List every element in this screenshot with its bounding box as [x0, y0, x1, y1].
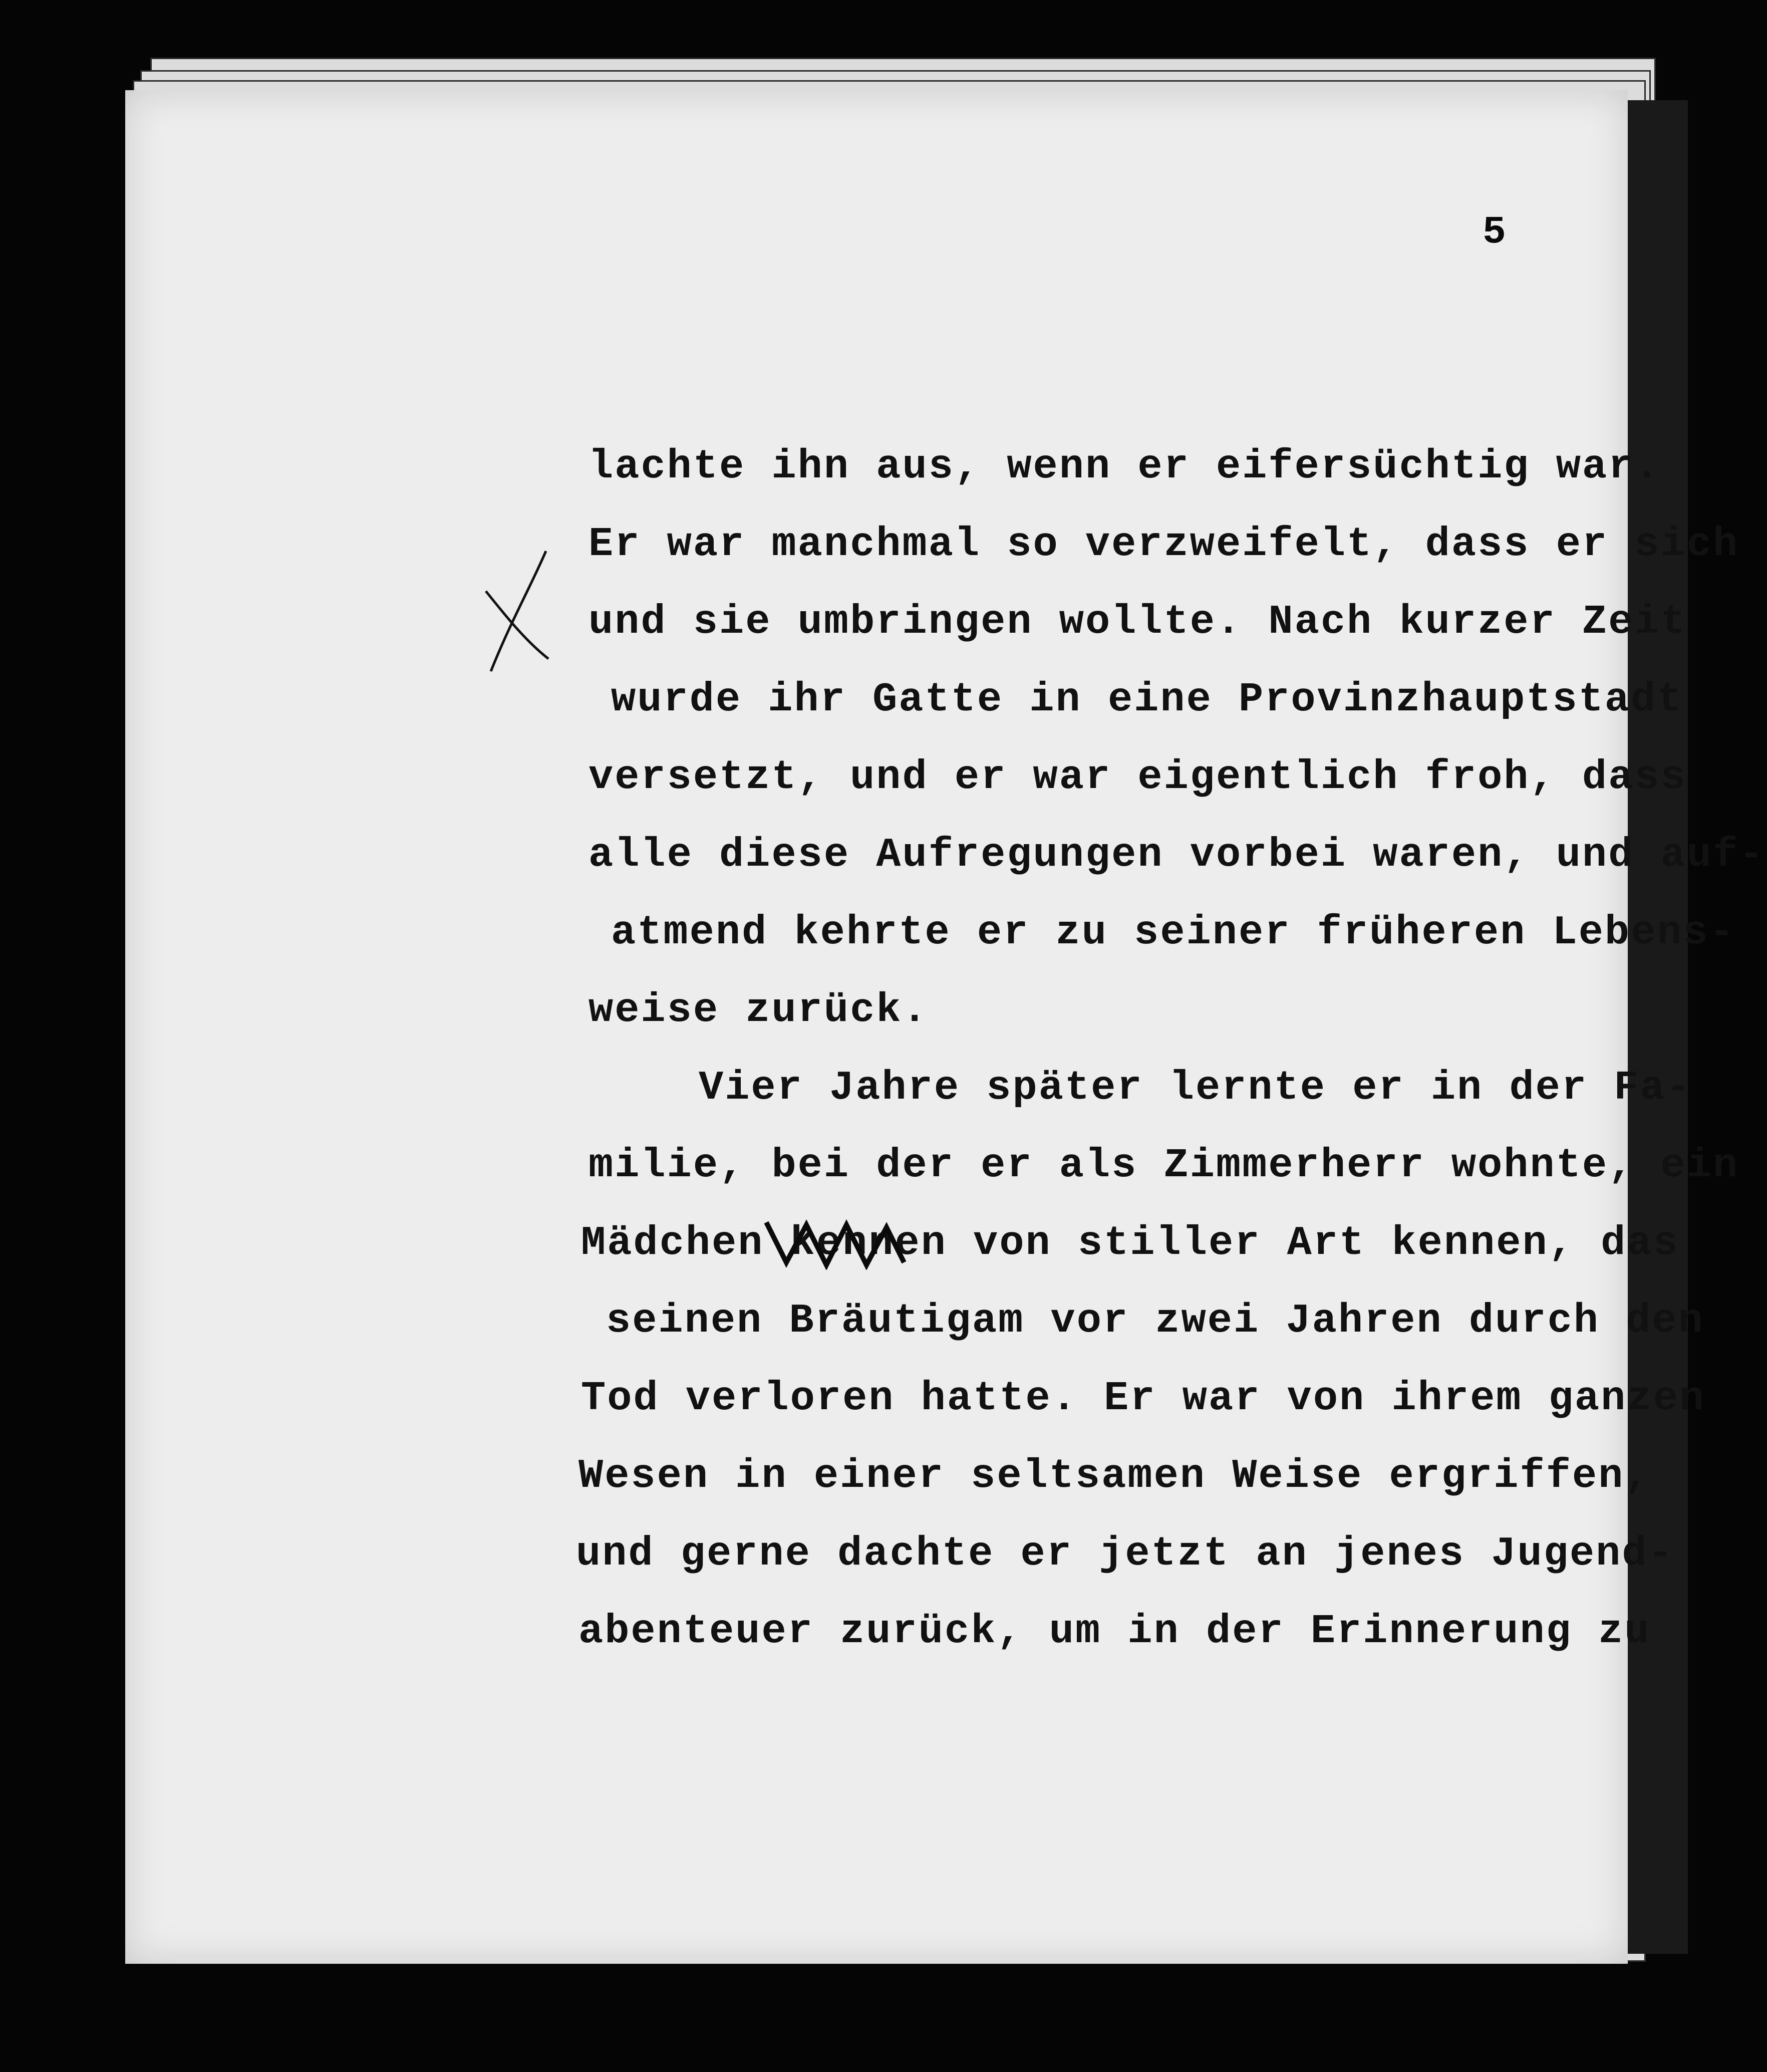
body-line: und sie umbringen wollte. Nach kurzer Zeit [588, 599, 1687, 645]
body-line: wurde ihr Gatte in eine Provinzhauptstadt [611, 676, 1683, 723]
body-line: seinen Bräutigam vor zwei Jahren durch den [606, 1298, 1704, 1344]
body-line: abenteuer zurück, um in der Erinnerung zu [578, 1608, 1651, 1655]
right-edge-shadow [1628, 100, 1688, 1954]
body-line: Tod verloren hatte. Er war von ihrem ganzen [581, 1375, 1705, 1422]
cross-mark-icon [481, 546, 551, 676]
body-line: lachte ihn aus, wenn er eifersüchtig war. [588, 443, 1661, 490]
body-line: und gerne dachte er jetzt an jenes Jugend- [576, 1530, 1674, 1577]
body-line: Er war manchmal so verzweifelt, dass er sich [588, 521, 1739, 568]
body-line: Vier Jahre später lernte er in der Fa- [699, 1065, 1692, 1111]
body-line: milie, bei der er als Zimmerherr wohnte, ein [588, 1142, 1739, 1189]
strikeout-scribble-icon [764, 1215, 909, 1270]
body-line: atmend kehrte er zu seiner früheren Lebens- [611, 909, 1735, 956]
page-number: 5 [1483, 210, 1506, 254]
body-line: versetzt, und er war eigentlich froh, dass [588, 754, 1687, 801]
body-line: Wesen in einer seltsamen Weise ergriffen, [578, 1453, 1651, 1499]
body-line: alle diese Aufregungen vorbei waren, und auf- [588, 832, 1765, 878]
body-line: weise zurück. [588, 987, 929, 1033]
body-line: Mädchen kennen von stiller Art kennen, das [581, 1220, 1679, 1266]
